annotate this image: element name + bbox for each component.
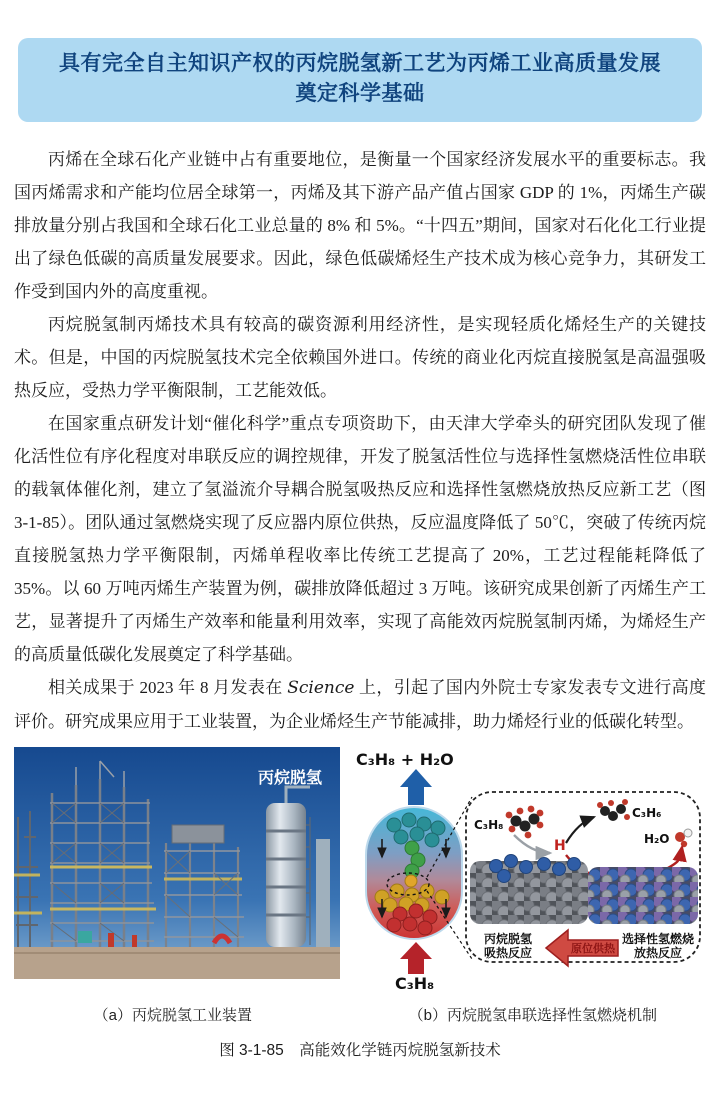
figure-caption: 图 3-1-85 高能效化学链丙烷脱氢新技术 — [219, 1042, 501, 1059]
left-reaction-line2: 吸热反应 — [483, 946, 533, 960]
subcaptions-row — [0, 1004, 720, 1025]
secondary-column — [316, 839, 330, 947]
right-reaction-line1: 选择性氢燃烧 — [621, 932, 695, 946]
paragraph-1: 丙烯在全球石化产业链中占有重要地位，是衡量一个国家经济发展水平的重要标志。我国丙烯需求和产能均位居全球第一，丙烯及其下游产品产值占国家 GDP 的 1%，丙烯生产碳排放量分别占我国和全球石化工业总量的 8% 和 5%。“十四五”期间，国家对石化化工行业提出了绿色低碳的高质量发展要求。因此，绿色低碳烯烃生产技术成为核心竞争力，其研发工作受到国内外的高度重视。 — [14, 150, 706, 301]
caption-a: （a）丙烷脱氢工业装置 — [93, 1007, 252, 1024]
paragraph-4-pre: 相关成果于 2023 年 8 月发表在 — [48, 678, 288, 697]
red-post-1 — [108, 933, 114, 947]
page-title-line2: 奠定科学基础 — [295, 82, 425, 105]
teal-equipment — [78, 931, 92, 943]
propane-label: C₃H₈ — [474, 818, 504, 832]
insitu-heat-label: 原位供热 — [571, 942, 615, 955]
photo-overlay-label: 丙烷脱氢 — [257, 768, 322, 787]
figure-row — [14, 747, 706, 992]
right-reaction-line2: 放热反应 — [633, 946, 683, 960]
red-post-2 — [132, 935, 137, 947]
hydrogen-atom-label: H — [554, 838, 566, 854]
figure-a-photo — [14, 747, 340, 979]
title-banner — [18, 38, 702, 122]
outlet-arrow-icon — [400, 769, 432, 805]
paragraph-4-post: 上，引起了国内外院士专家发表专文进行高度评价。研究成果应用于工业装置，为企业烯烃生产节能减排，助力烯烃行业的低碳化转型。 — [14, 678, 706, 731]
left-reaction-line1: 丙烷脱氢 — [483, 932, 533, 946]
paragraph-3: 在国家重点研发计划“催化科学”重点专项资助下，由天津大学牵头的研究团队发现了催化活性位有序化程度对串联反应的调控规律，开发了脱氢活性位与选择性氢燃烧活性位串联的载氧体催化剂，建立了氢溢流介导耦合脱氢吸热反应和选择性氢燃烧放热反应新工艺（图 3-1-85）。团队通过氢燃烧实现了反应器内原位供热，反应温度降低了 50℃，突破了传统丙烷直接脱氢热力学平衡限制，丙烯单程收率比传统工艺提高了 20%，工艺过程能耗降低了 35%。以 60 万吨丙烯生产装置为例，碳排放降低超过 3 万吨。该研究成果创新了丙烯生产工艺，显著提升了丙烯生产效率和能量利用效率，实现了高能效丙烷脱氢制丙烯，为烯烃生产的高质量低碳化发展奠定了科学基础。 — [14, 414, 706, 664]
paragraph-4 — [14, 671, 706, 738]
caption-b: （b）丙烷脱氢串联选择性氢燃烧机制 — [408, 1007, 657, 1024]
page-title-line1: 具有完全自主知识产权的丙烷脱氢新工艺为丙烯工业高质量发展 — [59, 52, 661, 75]
article-body — [14, 143, 706, 738]
propylene-label: C₃H₆ — [632, 806, 662, 820]
reactor-outlet-label: C₃H₈ + H₂O — [356, 750, 454, 769]
figure-b-diagram — [348, 747, 706, 992]
reactor-inlet-label: C₃H₈ — [395, 974, 435, 992]
ground — [14, 947, 340, 979]
plant-photo-illustration — [14, 747, 340, 979]
journal-name: Science — [287, 678, 355, 698]
equipment-box — [172, 825, 224, 843]
paragraph-2: 丙烷脱氢制丙烯技术具有较高的碳资源利用经济性，是实现轻质化烯烃生产的关键技术。但是，中国的丙烷脱氢技术完全依赖国外进口。传统的商业化丙烷直接脱氢是高温强吸热反应，受热力学平衡限制，工艺能效低。 — [14, 315, 706, 400]
distillation-column — [266, 803, 306, 947]
water-label: H₂O — [644, 832, 670, 846]
inlet-arrow-icon — [400, 942, 432, 974]
mechanism-diagram — [348, 747, 706, 992]
amber-particle — [405, 875, 417, 887]
hydrogen-combustion-catalyst-surface — [588, 867, 698, 924]
